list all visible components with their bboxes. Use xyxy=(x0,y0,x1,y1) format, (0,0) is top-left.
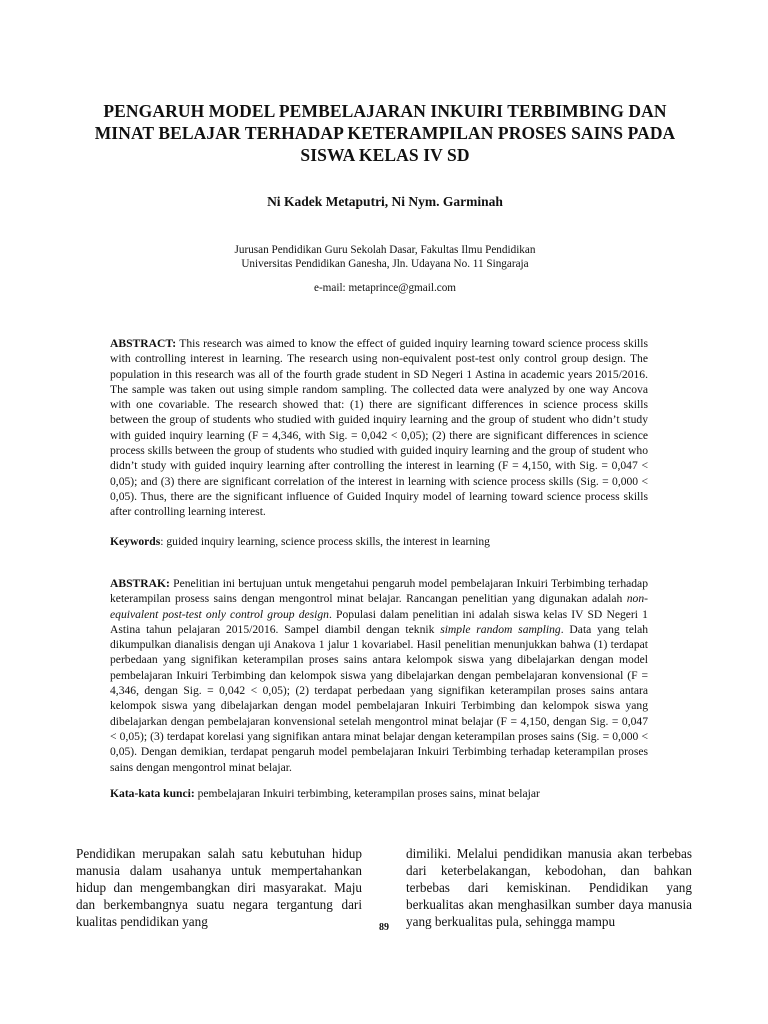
affiliation-line-1: Jurusan Pendidikan Guru Sekolah Dasar, Fakultas Ilmu Pendidikan xyxy=(234,244,536,256)
author-affiliation xyxy=(80,243,690,271)
indonesian-keywords xyxy=(110,787,648,800)
keywords-text: : guided inquiry learning, science process skills, the interest in learning xyxy=(160,535,490,548)
english-keywords xyxy=(110,535,648,548)
kata-kunci-text: pembelajaran Inkuiri terbimbing, keterampilan proses sains, minat belajar xyxy=(194,787,540,800)
title-line-1: PENGARUH MODEL PEMBELAJARAN INKUIRI TERBIMBING DAN xyxy=(103,101,667,121)
indonesian-abstract xyxy=(110,576,648,775)
body-column-left: Pendidikan merupakan salah satu kebutuhan hidup manusia dalam usahanya untuk mempertahankan hidup dan mengembangkan diri masyarakat. Maju dan berkembangnya suatu negara tergantung dari kualitas pendidikan yang xyxy=(76,846,362,929)
body-column-right: dimiliki. Melalui pendidikan manusia akan terbebas dari keterbelakangan, kebodohan, dan bahkan terbebas dari kemiskinan. Pendidikan yang berkualitas akan menghasilkan sumber daya manusia yang berkualitas pula, sehingga mampu xyxy=(406,846,692,929)
page-number: 89 xyxy=(379,922,389,933)
kata-kunci-label: Kata-kata kunci: xyxy=(110,787,195,800)
paper-authors: Ni Kadek Metaputri, Ni Nym. Garminah xyxy=(267,194,503,209)
abstrak-text-3: . Data yang telah dikumpulkan dianalisis dengan uji Anakova 1 jalur 1 kovariabel. Hasil penelitian menunjukkan bahwa (1) terdapat perbedaan yang signifikan keterampilan proses sains antara kelompok siswa yang dibelajarkan dengan model pembelajaran Inkuiri Terbimbing dan kelompok siswa yang dibelajarkan dengan pembelajaran konvensional (F = 4,346, dengan Sig. = 0,042 < 0,05); (2) terdapat perbedaan yang signifikan keterampilan proses sains antara kelompok siswa yang dibelajarkan dengan model pembelajaran Inkuiri Terbimbing dan kelompok siswa yang dibelajarkan dengan pembelajaran konvensional setelah mengontrol minat belajar (F = 4,150, dengan Sig. = 0,047 < 0,05); (3) terdapat korelasi yang signifikan antara minat belajar dengan keterampilan proses sains (Sig. = 0,000 < 0,05). Dengan demikian, terdapat pengaruh model pembelajaran Inkuiri Terbimbing terhadap keterampilan proses sains dengan mengontrol minat belajar. xyxy=(110,622,649,774)
abstrak-text-2: . Populasi dalam penelitian ini adalah siswa kelas IV SD Negeri 1 Astina tahun pelajaran 2015/2016. Sampel diambil dengan teknik xyxy=(110,607,648,636)
title-line-2: MINAT BELAJAR TERHADAP KETERAMPILAN PROSES SAINS PADA xyxy=(94,123,676,143)
abstrak-italic-2: simple random sampling xyxy=(440,622,561,636)
abstrak-text-1: Penelitian ini bertujuan untuk mengetahui pengaruh model pembelajaran Inkuiri Terbimbing terhadap keterampilan prosess sains dengan mengontrol minat belajar. Rancangan penelitian yang digunakan adalah xyxy=(110,577,648,606)
author-email: e-mail: metaprince@gmail.com xyxy=(313,282,456,294)
english-abstract xyxy=(110,336,648,520)
affiliation-line-2: Universitas Pendidikan Ganesha, Jln. Udayana No. 11 Singaraja xyxy=(241,258,529,270)
abstrak-italic-1: non-equivalent post-test only control group design xyxy=(110,592,648,621)
paper-title xyxy=(80,100,690,166)
title-line-3: SISWA KELAS IV SD xyxy=(300,145,470,165)
keywords-label: Keywords xyxy=(110,535,161,548)
abstract-label: ABSTRACT: xyxy=(110,337,177,350)
abstract-text: This research was aimed to know the effect of guided inquiry learning toward science process skills with controlling interest in learning. The research using non-equivalent post-test only control group design. The population in this research was all of the fourth grade student in SD Negeri 1 Astina in academic years 2015/2016. The sample was taken out using simple random sampling. The collected data were analyzed by one way Ancova with one covariable. The research showed that: (1) there are significant differences in science process skills between the group of students who studied with guided inquiry learning and the group of student who didn’t study with guided inquiry learning (F = 4,346, with Sig. = 0,042 < 0,05); (2) there are significant differences in science process skills between the group of students who studied with guided inquiry learning and the group of student who didn’t study with guided inquiry learning after controlling the interest in learning (F = 4,150, with Sig. = 0,047 < 0,05); and (3) there are significant correlation of the interest in learning with science process skills (Sig. = 0,000 < 0,05). Thus, there are the significant influence of Guided Inquiry model of learning toward science process skills after controlling learning interest. xyxy=(110,337,648,519)
abstrak-label: ABSTRAK: xyxy=(110,577,170,590)
